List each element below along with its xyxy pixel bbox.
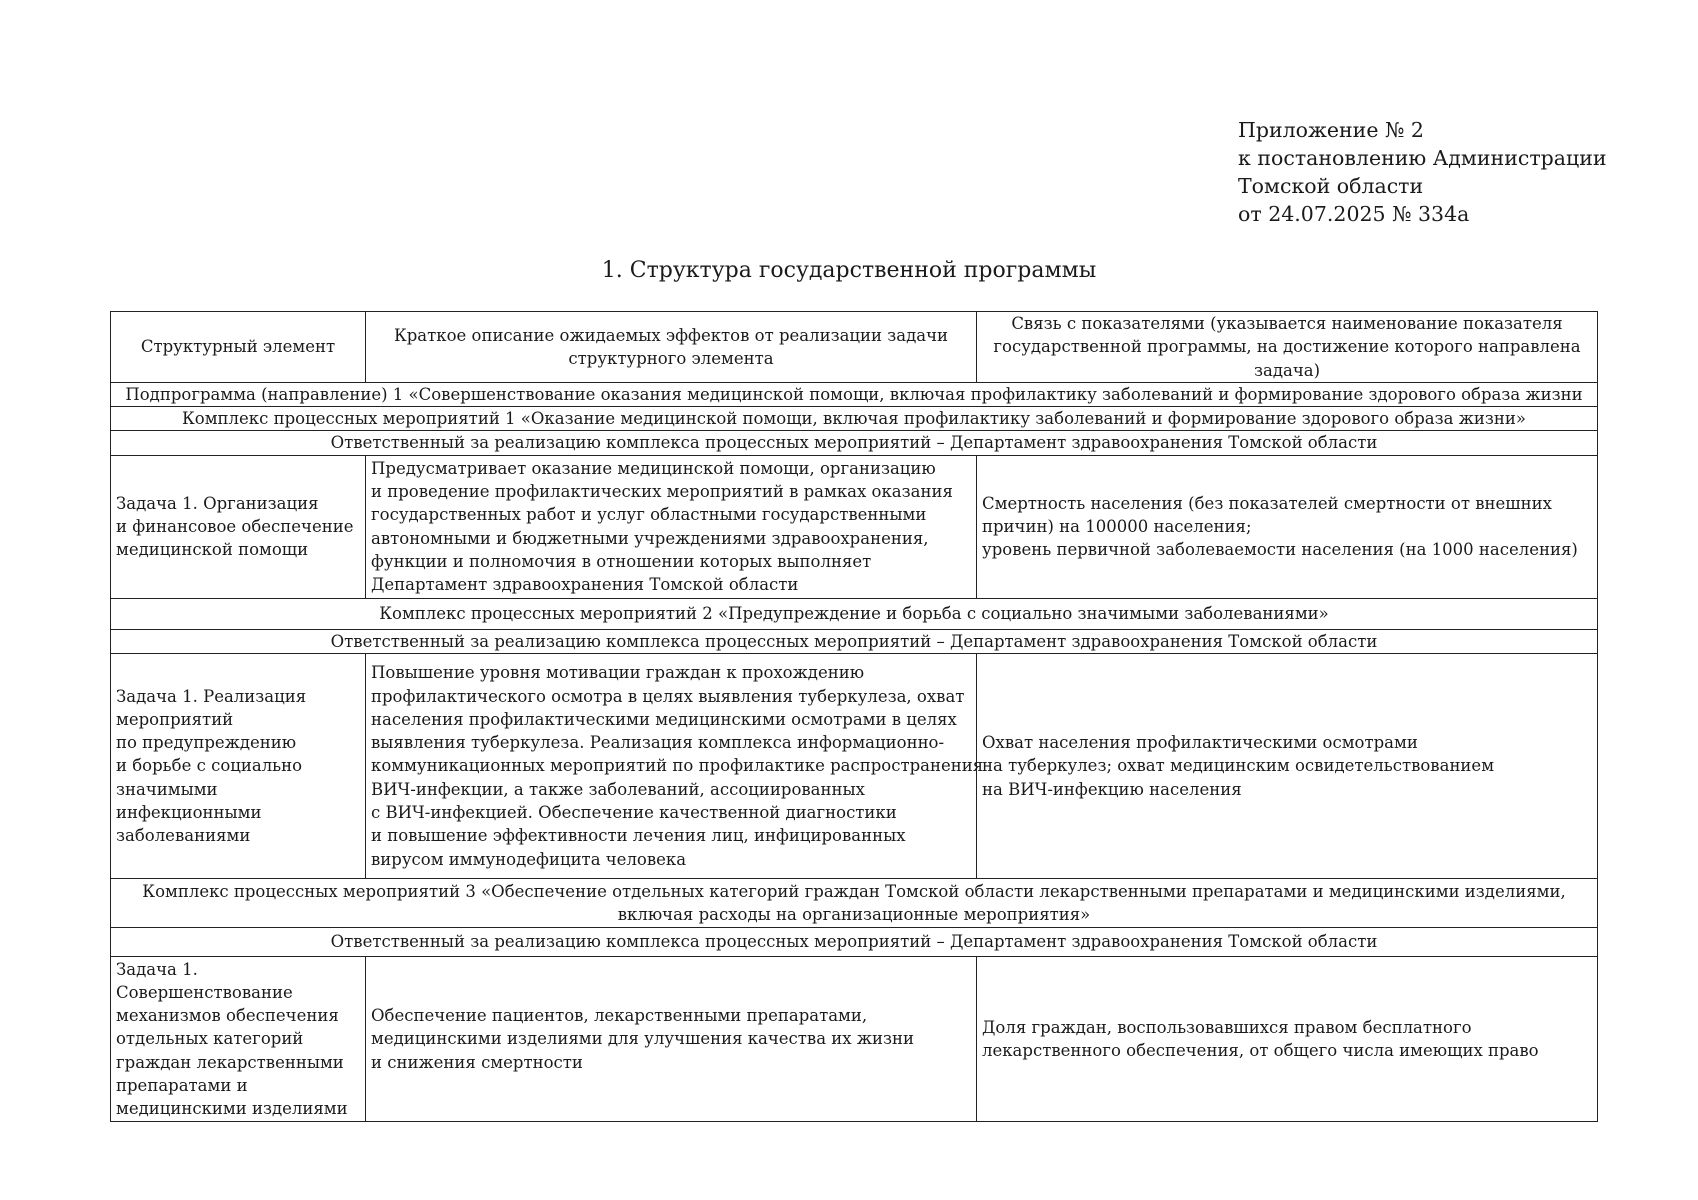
complex-3-task-name	[111, 957, 366, 1122]
annex-date: от 24.07.2025 № 334а	[1238, 202, 1470, 226]
header-indicators-link: Связь с показателями (указывается наименование показателя государственной программы, на достижение которого направлена задача)	[977, 312, 1598, 383]
task-name-line: инфекционными	[116, 803, 262, 823]
complex-1-task-description	[366, 455, 977, 598]
program-structure-table	[110, 311, 1598, 1122]
indicator-line: на туберкулез; охват медицинским освидетельствованием	[982, 756, 1495, 776]
complex-3-task-indicators	[977, 957, 1598, 1122]
complex-2-task-description	[366, 654, 984, 879]
complex-2-title-row	[111, 598, 1598, 629]
description-line: профилактического осмотра в целях выявления туберкулеза, охват	[371, 686, 965, 706]
complex-1-task-name	[111, 455, 366, 598]
complex-1-responsible-row	[111, 431, 1598, 455]
complex-3-title: Комплекс процессных мероприятий 3 «Обеспечение отдельных категорий граждан Томской области лекарственными препаратами и медицинскими изделиями, включая расходы на организационные мероприятия»	[111, 879, 1598, 928]
indicator-line: Смертность населения (без показателей смертности от внешних	[982, 493, 1552, 513]
annex-region: Томской области	[1238, 174, 1424, 198]
task-name-line: Задача 1. Реализация	[116, 686, 307, 706]
task-name-line: отдельных категорий	[116, 1029, 304, 1049]
task-name-line: медицинской помощи	[116, 540, 309, 560]
header-structural-element: Структурный элемент	[111, 312, 366, 383]
indicator-line: Охват населения профилактическими осмотрами	[982, 733, 1418, 753]
indicator-line: на ВИЧ-инфекцию населения	[982, 779, 1242, 799]
complex-2-responsible-row	[111, 629, 1598, 653]
task-name-line: по предупреждению	[116, 733, 297, 753]
description-line: государственных работ и услуг областными государственными	[371, 505, 927, 525]
task-name-line: значимыми	[116, 779, 218, 799]
description-line: и проведение профилактических мероприятий в рамках оказания	[371, 482, 953, 502]
table-header-row	[111, 312, 1598, 383]
complex-3-responsible-row	[111, 928, 1598, 957]
description-line: функции и полномочия в отношении которых выполняет	[371, 552, 872, 572]
task-name-line: граждан лекарственными	[116, 1052, 344, 1072]
indicator-line: лекарственного обеспечения, от общего числа имеющих право	[982, 1041, 1539, 1061]
complex-2-responsible: Ответственный за реализацию комплекса процессных мероприятий – Департамент здравоохранения Томской области	[111, 629, 1598, 653]
subprogram-title: Подпрограмма (направление) 1 «Совершенствование оказания медицинской помощи, включая профилактику заболеваний и формирование здорового образа жизни	[111, 382, 1598, 406]
complex-3-title-row	[111, 879, 1598, 928]
task-name-line: медицинскими изделиями	[116, 1099, 348, 1119]
description-line: вирусом иммунодефицита человека	[371, 849, 687, 869]
document-title: 1. Структура государственной программы	[601, 258, 1097, 283]
description-line: Обеспечение пациентов, лекарственными препаратами,	[371, 1006, 868, 1026]
complex-1-task-row	[111, 455, 1598, 598]
annex-resolution: к постановлению Администрации	[1238, 146, 1607, 170]
description-line: выявления туберкулеза. Реализация комплекса информационно-	[371, 733, 945, 753]
task-name-line: и финансовое обеспечение	[116, 517, 354, 537]
task-name-line: механизмов обеспечения	[116, 1006, 339, 1026]
complex-3-task-row	[111, 957, 1598, 1122]
complex-2-task-name	[111, 654, 366, 879]
complex-3-responsible: Ответственный за реализацию комплекса процессных мероприятий – Департамент здравоохранения Томской области	[111, 928, 1598, 957]
task-name-line: заболеваниями	[116, 826, 251, 846]
annex-header	[1238, 116, 1607, 228]
description-line: Департамент здравоохранения Томской области	[371, 575, 799, 595]
indicator-line: причин) на 100000 населения;	[982, 517, 1252, 537]
complex-1-title: Комплекс процессных мероприятий 1 «Оказание медицинской помощи, включая профилактику заболеваний и формирование здорового образа жизни»	[111, 407, 1598, 431]
annex-number: Приложение № 2	[1238, 118, 1424, 142]
indicator-line: уровень первичной заболеваемости населения (на 1000 населения)	[982, 540, 1578, 560]
task-name-line: мероприятий	[116, 709, 234, 729]
indicator-line: Доля граждан, воспользовавшихся правом бесплатного	[982, 1017, 1472, 1037]
description-line: Предусматривает оказание медицинской помощи, организацию	[371, 458, 936, 478]
task-name-line: Задача 1. Организация	[116, 493, 319, 513]
subprogram-row	[111, 382, 1598, 406]
description-line: и повышение эффективности лечения лиц, инфицированных	[371, 826, 906, 846]
complex-3-task-description	[366, 957, 977, 1122]
task-name-line: Совершенствование	[116, 982, 293, 1002]
task-name-line: и борьбе с социально	[116, 756, 303, 776]
complex-2-task-row	[111, 654, 1598, 879]
complex-1-responsible: Ответственный за реализацию комплекса процессных мероприятий – Департамент здравоохранения Томской области	[111, 431, 1598, 455]
description-line: Повышение уровня мотивации граждан к прохождению	[371, 663, 865, 683]
task-name-line: Задача 1.	[116, 959, 198, 979]
task-name-line: препаратами и	[116, 1076, 248, 1096]
description-line: населения профилактическими медицинскими осмотрами в целях	[371, 709, 957, 729]
header-effects-description: Краткое описание ожидаемых эффектов от реализации задачи структурного элемента	[366, 312, 977, 383]
complex-1-title-row	[111, 407, 1598, 431]
description-line: и снижения смертности	[371, 1052, 583, 1072]
complex-2-task-indicators	[977, 654, 1598, 879]
description-line: коммуникационных мероприятий по профилактике распространения	[371, 756, 984, 776]
complex-2-title: Комплекс процессных мероприятий 2 «Предупреждение и борьба с социально значимыми заболеваниями»	[111, 598, 1598, 629]
description-line: автономными и бюджетными учреждениями здравоохранения,	[371, 528, 929, 548]
description-line: медицинскими изделиями для улучшения качества их жизни	[371, 1029, 915, 1049]
description-line: ВИЧ-инфекции, а также заболеваний, ассоциированных	[371, 779, 865, 799]
complex-1-task-indicators	[977, 455, 1598, 598]
description-line: с ВИЧ-инфекцией. Обеспечение качественной диагностики	[371, 803, 897, 823]
